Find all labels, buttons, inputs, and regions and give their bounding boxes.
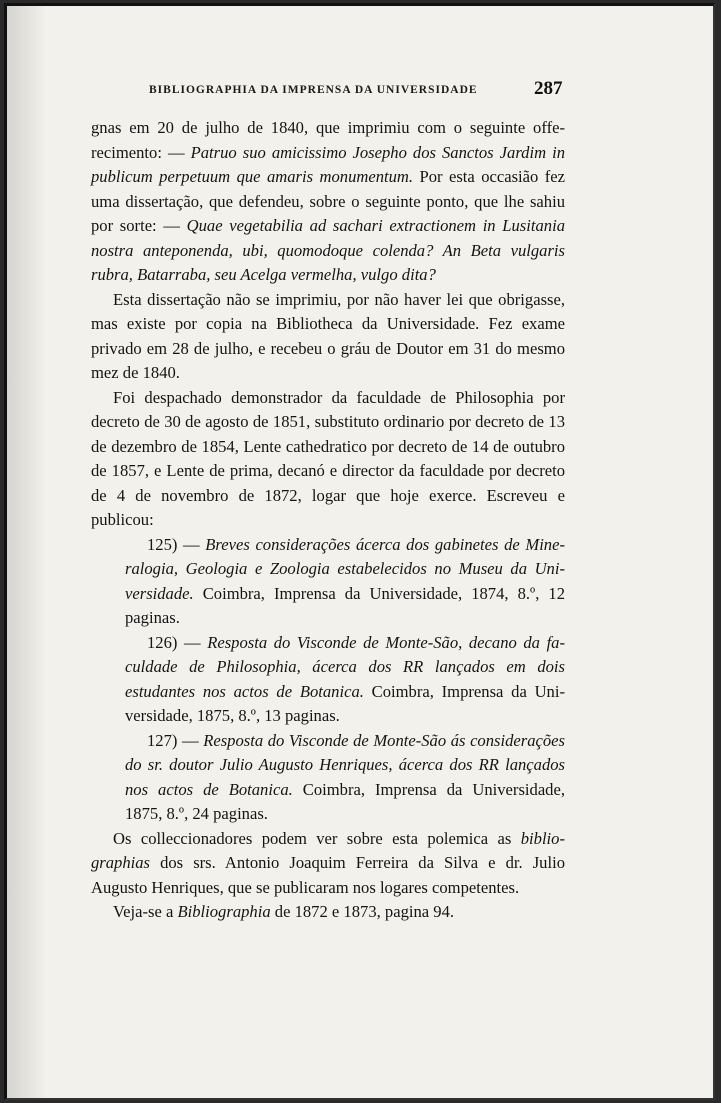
text-run: gnas em 20 de julho de 1840, que imprimiu com o seguinte offerecimento: — bbox=[91, 118, 565, 162]
paragraph-dissertation bbox=[91, 288, 565, 386]
library-stamp-watermark bbox=[243, 982, 483, 996]
text-run: Coimbra, Imprensa da Universidade, 1874, 8.º, 12 paginas. bbox=[125, 583, 565, 627]
text-run: — bbox=[177, 534, 206, 554]
text-run: Coimbra, Imprensa da Universidade, 1875, 8.º, 13 paginas. bbox=[125, 681, 565, 725]
bibliography-entry-125 bbox=[91, 533, 565, 631]
paragraph-see-also bbox=[91, 900, 565, 925]
entry-number: 126) bbox=[147, 632, 178, 652]
page-number: 287 bbox=[534, 78, 563, 99]
text-run: de 1872 e 1873, pagina 94. bbox=[270, 902, 455, 921]
entry-number: 127) bbox=[147, 730, 178, 750]
text-run: Veja-se a bbox=[113, 902, 178, 921]
paragraph-career bbox=[91, 386, 565, 533]
italic-text: Resposta do Visconde de Monte-São, decano da faculdade de Philosophia, ácerca dos RR lançados em dois estudantes nos actos de Botanica. bbox=[125, 632, 566, 701]
italic-text: Breves considerações ácerca dos gabinetes de Mineralogia, Geologia e Zoologia estabelecidos no Museu da Universidade. bbox=[125, 534, 565, 603]
book-page bbox=[4, 3, 715, 1100]
bibliography-entry-127 bbox=[91, 729, 565, 827]
text-run: — bbox=[177, 632, 208, 652]
italic-text: Patruo suo amicissimo Josepho dos Sanctos Jardim in publicum perpetuum que amaris monumentum. bbox=[91, 142, 565, 186]
text-run: Os colleccionadores podem ver sobre esta polemica as bbox=[113, 828, 521, 848]
text-run: — bbox=[177, 730, 204, 750]
entry-number: 125) bbox=[147, 534, 178, 554]
text-run: Por esta occasião fez uma dissertação, que defendeu, sobre o seguinte ponto, que lhe sahiu por sorte: — bbox=[91, 167, 565, 235]
text-run: Foi despachado demonstrador da faculdade de Philosophia por decreto de 30 de agosto de 1851, substituto ordinario por decreto de 13 de dezembro de 1854, Lente cathedratico por decreto de 14 de outubro de 1857, e Lente de prima, decanó e director da faculdade por decreto de 4 de novembro de 1872, logar que hoje exerce. Escreveu e publicou: bbox=[91, 387, 565, 529]
paragraph-collectors bbox=[91, 827, 565, 901]
body-text bbox=[91, 116, 565, 925]
text-run: dos srs. Antonio Joaquim Ferreira da Silva e dr. Julio Augusto Henriques, que se publicaram nos logares competentes. bbox=[91, 853, 565, 897]
text-run: Coimbra, Imprensa da Universidade, 1875, 8.º, 24 paginas. bbox=[125, 779, 565, 823]
italic-text: Quae vegetabilia ad sachari extractionem in Lusitania nostra anteponenda, ubi, quomodoque colenda? An Beta vulgaris rubra, Batarraba, seu Acelga vermelha, vulgo dita? bbox=[91, 216, 565, 284]
italic-text: Resposta do Visconde de Monte-São ás considerações do sr. doutor Julio Augusto Henriques, ácerca dos RR lançados nos actos de Botanica. bbox=[125, 730, 565, 799]
running-header: BIBLIOGRAPHIA DA IMPRENSA DA UNIVERSIDADE bbox=[149, 84, 478, 96]
italic-text: Bibliographia bbox=[177, 902, 271, 921]
paragraph-continuation bbox=[91, 116, 565, 288]
bibliography-entry-126 bbox=[91, 631, 565, 729]
text-run: Esta dissertação não se imprimiu, por não haver lei que obrigasse, mas existe por copia na Bibliotheca da Universidade. Fez exame privado em 28 de julho, e recebeu o gráu de Doutor em 31 do mesmo mez de 1840. bbox=[91, 289, 565, 382]
italic-text: bibliographias bbox=[91, 828, 565, 872]
